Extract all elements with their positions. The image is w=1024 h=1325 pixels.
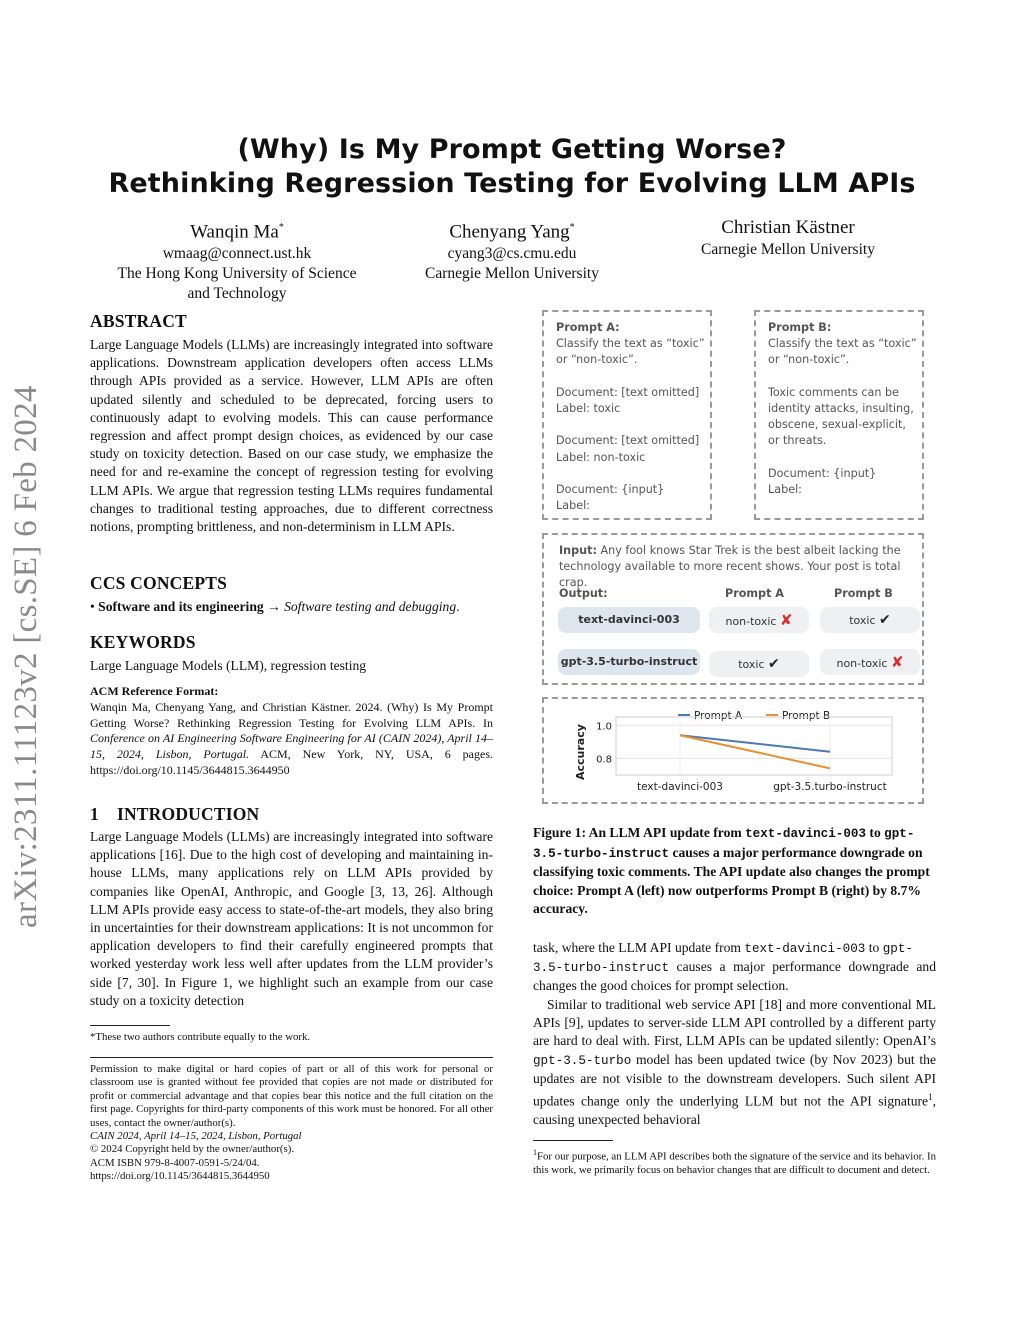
series-line-prompt-a <box>680 735 830 752</box>
accuracy-chart <box>544 699 922 802</box>
col-prompt-b: Prompt B <box>834 587 893 600</box>
check-icon: ✔ <box>768 656 780 672</box>
author-block-3 <box>660 216 916 260</box>
y-axis-label: Accuracy <box>574 724 587 780</box>
output-label: Output: <box>559 587 608 600</box>
model-pill: gpt-3.5-turbo-instruct <box>558 649 700 675</box>
author-affil: The Hong Kong University of Science <box>117 265 357 283</box>
author-mark: * <box>569 222 575 233</box>
author-block-2 <box>382 216 642 284</box>
permission-copyright: © 2024 Copyright held by the owner/author(s). <box>90 1143 295 1156</box>
permission-venue: CAIN 2024, April 14–15, 2024, Lisbon, Portugal <box>90 1130 302 1143</box>
permission-block <box>90 1063 493 1184</box>
paper-title-line1: (Why) Is My Prompt Getting Worse? <box>237 134 787 165</box>
paper-title-line2: Rethinking Regression Testing for Evolving LLM APIs <box>108 168 916 199</box>
result-pill: non-toxic ✘ <box>820 649 920 675</box>
legend-label: Prompt B <box>782 710 831 722</box>
right-body-p1: task, where the LLM API update from text-davinci-003 to gpt- 3.5-turbo-instruct causes a major performance downgrade and changes the good choices for prompt selection. <box>533 940 936 994</box>
prompt-a-label: Prompt A: <box>556 321 620 334</box>
prompt-b-lines: Classify the text as “toxic” or “non-toxic”. Toxic comments can be identity attacks, insulting, obscene, sexual-explicit, or threats. Document: {input} Label: <box>768 337 917 496</box>
x-tick-label: gpt-3.5.turbo-instruct <box>773 781 887 793</box>
author-email: wmaag@connect.ust.hk <box>162 245 312 263</box>
abstract-heading: ABSTRACT <box>90 311 187 331</box>
author-email: cyang3@cs.cmu.edu <box>447 245 577 263</box>
author-affil: and Technology <box>187 285 287 303</box>
footnote-1: $^1$For our purpose, an LLM API describes both the signature of the service and its behavior. In this work, we primarily focus on behavior changes that are difficult to document and detect. <box>533 1148 936 1176</box>
author-block-1 <box>92 216 382 304</box>
prompt-a-box <box>542 310 712 520</box>
author-name: Christian Kästner <box>721 217 855 238</box>
author-affil: Carnegie Mellon University <box>701 241 875 258</box>
author-name: Chenyang Yang <box>449 221 570 243</box>
author-mark: * <box>278 222 284 233</box>
check-icon: ✔ <box>879 612 891 628</box>
input-text: Input: Any fool knows Star Trek is the best albeit lacking the technology available to more recent shows. Your post is total crap. <box>559 544 901 590</box>
intro-heading: 1 INTRODUCTION <box>90 804 260 824</box>
col-prompt-a: Prompt A <box>725 587 784 600</box>
acm-ref-heading: ACM Reference Format: <box>90 684 219 698</box>
cross-icon: ✘ <box>890 653 904 671</box>
accuracy-chart-box <box>542 697 924 804</box>
footnote-star: *These two authors contribute equally to the work. <box>90 1031 311 1043</box>
cross-icon: ✘ <box>779 611 793 629</box>
permission-isbn: ACM ISBN 979-8-4007-0591-5/24/04. <box>90 1156 260 1169</box>
permission-doi: https://doi.org/10.1145/3644815.3644950 <box>90 1170 270 1183</box>
right-body-p2: Similar to traditional web service API [18] and more conventional ML APIs [9], updates to server-side LLM API controlled by a different party are hard to deal with. First, LLM APIs can be updated silently: OpenAI’s gpt-3.5-turbo model has been updated twice (by Nov 2023) but the updates are not visible to the downstream developers. Such silent API updates change only the underlying LLM but not the API signature$^1$, causing unexpected behavioral <box>533 997 936 1127</box>
prompt-b-label: Prompt B: <box>768 321 832 334</box>
legend-label: Prompt A <box>694 710 743 722</box>
permission-rule <box>90 1057 493 1058</box>
result-pill: toxic ✔ <box>820 607 920 633</box>
ccs-concepts: • Software and its engineering → Software testing and debugging. <box>90 599 460 614</box>
author-name: Wanqin Ma <box>190 221 279 243</box>
keywords-text: Large Language Models (LLM), regression testing <box>90 658 367 673</box>
model-pill: text-davinci-003 <box>558 607 700 633</box>
author-affil: Carnegie Mellon University <box>425 265 599 283</box>
io-box <box>542 533 924 685</box>
intro-text: Large Language Models (LLMs) are increasingly integrated into software applications [16]. Due to the high cost of developing and maintaining in-house LLMs, many applications rely on LLM APIs provided by companies like OpenAI, Anthropic, and Google [3, 13, 26]. Although LLM APIs provide easy access to state-of-the-art models, they also bring in uncertainties for their downstream applications: It is not uncommon for application developers to find their carefully engineered prompts that worked yesterday work less well after updates from the LLM provider’s side [7, 30]. In Figure 1, we highlight such an example from our case study on a toxicity detection <box>90 829 493 1008</box>
figure-caption: Figure 1: An LLM API update from text-davinci-003 to gpt- 3.5-turbo-instruct causes a major performance downgrade on classifying toxic comments. The API update also changes the prompt choice: Prompt A (left) now outperforms Prompt B (right) by 8.7% accuracy. <box>533 825 930 917</box>
y-tick-label: 1.0 <box>596 721 612 733</box>
footnote1-rule <box>533 1140 613 1141</box>
keywords-heading: KEYWORDS <box>90 632 196 652</box>
y-tick-label: 0.8 <box>596 754 612 766</box>
result-pill: toxic ✔ <box>709 651 809 677</box>
result-pill: non-toxic ✘ <box>709 607 809 633</box>
abstract-text: Large Language Models (LLMs) are increasingly integrated into software applications. Downstream application developers often access LLMs through APIs provided as a service. However, LLM APIs are often updated silently and scheduled to be deprecated, forcing users to continuously adapt to evolving models. This can cause performance regression and affect prompt design choices, as evidenced by our case study on toxicity detection. Based on our case study, we emphasize the need for and re-examine the concept of regression testing for evolving LLM APIs. We argue that regression testing LLMs requires fundamental changes to traditional testing approaches, due to different correctness notions, prompting brittleness, and non-determinism in LLM APIs. <box>90 337 493 535</box>
acm-ref-text: Wanqin Ma, Chenyang Yang, and Christian Kästner. 2024. (Why) Is My Prompt Getting Worse? Rethinking Regression Testing for Evolving LLM APIs. In Conference on AI Engineering Software Engineering for AI (CAIN 2024), April 14–15, 2024, Lisbon, Portugal. ACM, New York, NY, USA, 6 pages. https://doi.org/10.1145/3644815.3644950 <box>90 700 493 777</box>
prompt-b-box <box>754 310 924 520</box>
prompt-a-lines: Classify the text as “toxic” or “non-toxic”. Document: [text omitted] Label: toxic Document: [text omitted] Label: non-toxic Document: {input} Label: <box>556 337 705 513</box>
x-tick-label: text-davinci-003 <box>637 781 723 793</box>
arxiv-stamp: arXiv:2311.11123v2 [cs.SE] 6 Feb 2024 <box>8 385 44 928</box>
ccs-heading: CCS CONCEPTS <box>90 573 228 593</box>
permission-text: Permission to make digital or hard copies of part or all of this work for personal or classroom use is granted without fee provided that copies are not made or distributed for profit or commercial advantage and that copies bear this notice and the full citation on the first page. Copyrights for third-party components of this work must be honored. For all other uses, contact the owner/author(s). <box>90 1063 493 1129</box>
series-line-prompt-b <box>680 735 830 768</box>
footnote-rule <box>90 1025 170 1026</box>
